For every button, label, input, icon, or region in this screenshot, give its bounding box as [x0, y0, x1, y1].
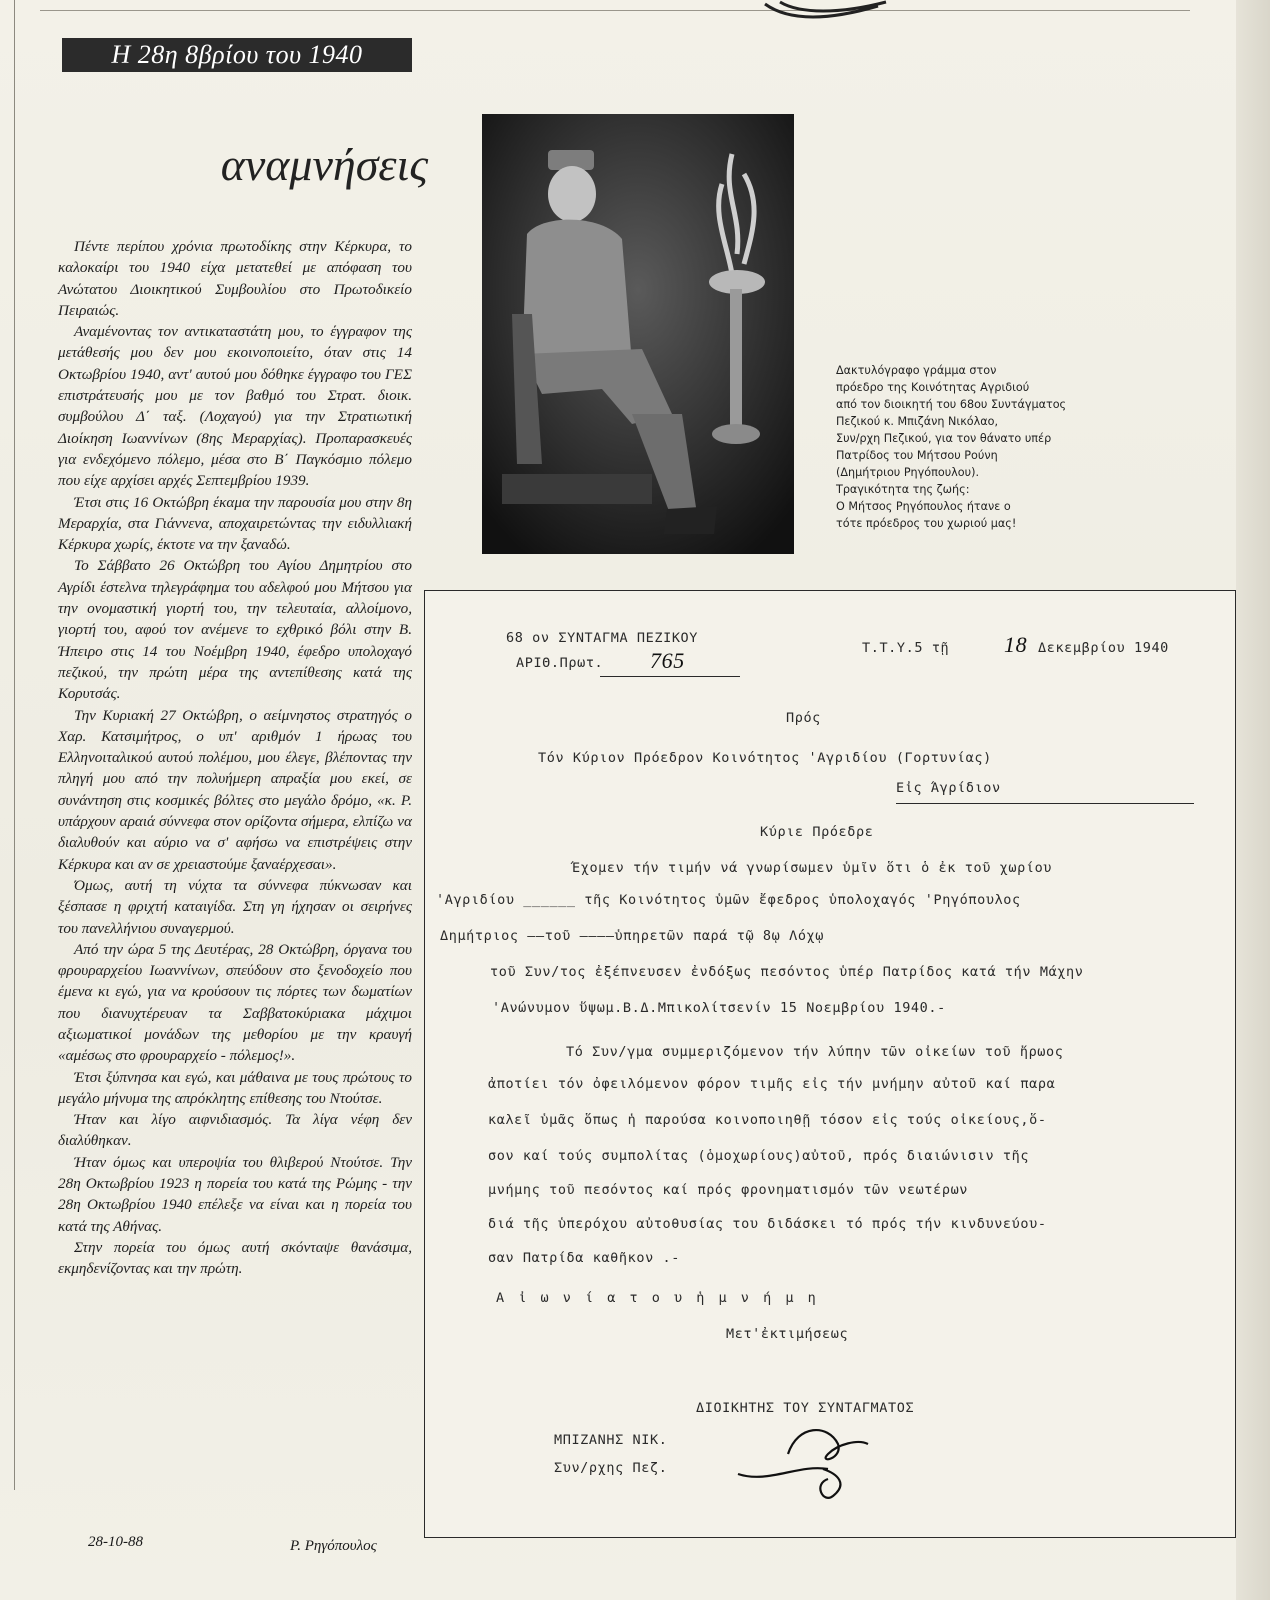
letter-date-day: 18: [1004, 632, 1028, 657]
caption-line: Τραγικότητα της ζωής:: [836, 483, 970, 496]
article-paragraph: Έτσι ξύπνησα και εγώ, και μάθαινα με τους πρώτους το μεγάλο μήνυμα της απρόκλητης επίθεσης του Ντούτσε.: [58, 1068, 412, 1107]
letter-place: Εἰς Άγρίδιον: [896, 780, 1001, 796]
letter-protocol-label: ΑΡΙΘ.Πρωτ.: [516, 655, 604, 671]
place-underline: [896, 803, 1194, 804]
caption-line: από τον διοικητή του 68ου Συντάγματος: [836, 398, 1067, 411]
letter-body-line: καλεῖ ὑμᾶς ὅπως ἡ παρούσα κοινοποιηθῇ τόσον εἰς τούς οἰκείους,ὅ-: [488, 1112, 1047, 1128]
article-paragraph: Πέντε περίπου χρόνια πρωτοδίκης στην Κέρκυρα, το καλοκαίρι του 1940 είχα μετατεθεί με απόφαση του Ανώτατου Διοικητικού Συμβουλίου στο Πρωτοδικείο Πειραιώς.: [58, 238, 412, 319]
letter-body-line: Έχομεν τήν τιμήν νά γνωρίσωμεν ὑμῖν ὅτι ὁ ἐκ τοῦ χωρίου: [572, 860, 1053, 876]
article-date: 28-10-88: [88, 1534, 143, 1550]
top-rule: [40, 10, 1190, 11]
caption-line: Συν/ρχη Πεζικού, για τον θάνατο υπέρ: [836, 432, 1052, 445]
letter-body-line: ἀποτίει τόν ὀφειλόμενον φόρον τιμῆς εἰς τήν μνήμην αὐτοῦ καί παρα: [488, 1076, 1056, 1092]
article-paragraph: Την Κυριακή 27 Οκτώβρη, ο αείμνηστος στρατηγός ο Χαρ. Κατσιμήτρος, ο υπ' αριθμόν 1 ήρωας του Ελληνοιταλικού αυτού πολέμου, μου έλεγε, βλέποντας την πληγή μου από την πολυήμερη απραξία μου εκεί, σε συνάντηση στις κοσμικές βόλτες στο μεγάλο δρόμο, «κ. Ρ. υπάρχουν αραιά σύννεφα στον ορίζοντα σήμερα, ελπίζω να διαλυθούν και αύριο να σ' αφήσω να επιστρέψεις στην Κέρκυρα και αν σε χρειαστούμε ξαναέρχεσαι».: [58, 706, 412, 873]
caption-line: πρόεδρο της Κοινότητας Αγριδιού: [836, 381, 1030, 394]
left-rule: [14, 0, 15, 1490]
letter-body-line: μνήμης τοῦ πεσόντος καί πρός φρονηματισμόν τῶν νεωτέρων: [488, 1182, 969, 1198]
caption-line: (Δημήτριου Ρηγόπουλου).: [836, 466, 980, 479]
caption-line: Ο Μήτσος Ρηγόπουλος ήτανε ο: [836, 500, 1011, 513]
letter-protocol-number: 765: [650, 648, 685, 673]
letter-signature-title: ΔΙΟΙΚΗΤΗΣ ΤΟΥ ΣΥΝΤΑΓΜΑΤΟΣ: [696, 1400, 915, 1416]
article-paragraph: Όμως, αυτή τη νύχτα τα σύννεφα πύκνωσαν και ξέσπασε η φριχτή καταιγίδα. Στη γη ήχησαν οι σειρήνες του πανελλήνιου συναγερμού.: [58, 876, 412, 937]
section-title-bar: Η 28η 8βρίου του 1940: [62, 38, 412, 72]
letter-regiment-header: 68 ον ΣΥΝΤΑΓΜΑ ΠΕΖΙΚΟΥ: [506, 630, 699, 646]
article-paragraph: Από την ώρα 5 της Δευτέρας, 28 Οκτώβρη, όργανα του φρουραρχείου Ιωαννίνων, σπεύδουν στο ξενοδοχείο που έμενα κι εγώ, για να κρούσουν τις πόρτες των δωματίων που διανυχτέρευαν τα Σαββατοκύριακα μάχιμοι αξιωματικοί μονάδων της μεθορίου με την κραυγή «αμέσως στο φρουραρχείο - πόλεμος!».: [58, 940, 412, 1065]
letter-pros: Πρός: [786, 710, 821, 726]
letter-closing-regards: Μετ'ἐκτιμήσεως: [726, 1326, 849, 1342]
article-paragraph: Το Σάββατο 26 Οκτώβρη του Αγίου Δημητρίου στο Αγρίδι έστελνα τηλεγράφημα του αδελφού μου Μήτσου για την ονομαστική γιορτή του, την τελευταία, αλλοίμονο, γιορτή του, αφού τον ανέμενε το εχθρικό βόλι στην Β. Ήπειρο στις 14 του Νοέμβρη 1940, έφεδρο υπολοχαγό πεζικού, την πρώτη μέρα της αντεπίθεσης κατά της Κορυτσάς.: [58, 557, 412, 703]
article-paragraph: Αναμένοντας τον αντικαταστάτη μου, το έγγραφον της μετάθεσής μου δεν μου εκοινοποιείτο, όταν στις 14 Οκτωβρίου 1940, αντ' αυτού μου δόθηκε έγγραφο του ΓΕΣ επιστράτευσής μου με τον βαθμό του Στρατ. διοικ. συμβούλου Δ΄ ταξ. (Λοχαγού) για την Στρατιωτική Διοίκηση Ιωαννίνων (8ης Μεραρχίας). Προπαρασκευές για ενδεχόμενο πόλεμο, μέσα στο Β΄ Παγκόσμιο πόλεμο που είχε αρχίσει αρχές Σεπτεμβρίου 1939.: [58, 323, 412, 490]
letter-body-line: Τό Συν/γμα συμμεριζόμενον τήν λύπην τῶν οἰκείων τοῦ ἥρωος: [566, 1044, 1064, 1060]
protocol-underline: [600, 676, 740, 677]
typewritten-letter: [424, 590, 1236, 1538]
caption-line: Πεζικού κ. Μπιζάνη Νικόλαο,: [836, 415, 999, 428]
article-author: Ρ. Ρηγόπουλος: [290, 1538, 377, 1554]
letter-date-suffix: Δεκεμβρίου 1940: [1038, 640, 1169, 656]
portrait-photo: [482, 114, 794, 554]
letter-date-prefix: Τ.Τ.Υ.5 τῇ: [862, 640, 950, 656]
letter-body-line: τοῦ Συν/τος ἐξέπνευσεν ἐνδόξως πεσόντος ὑπέρ Πατρίδος κατά τήν Μάχην: [490, 964, 1084, 980]
article-paragraph: Στην πορεία του όμως αυτή σκόνταψε θανάσιμα, εκμηδενίζοντας και την πρώτη.: [58, 1238, 412, 1278]
page-edge: [1236, 0, 1270, 1600]
letter-closing-memory: Α ἰ ω ν ί α τ ο υ ἡ μ ν ή μ η: [496, 1290, 819, 1306]
letter-body-line: διά τῆς ὑπερόχου αὐτοθυσίας του διδάσκει τό πρός τήν κινδυνεύου-: [488, 1216, 1047, 1232]
article-heading: αναμνήσεις: [220, 139, 428, 190]
caption-line: Πατρίδος του Μήτσου Ρούνη: [836, 449, 998, 462]
soldier-portrait-icon: [482, 114, 794, 554]
letter-signer-rank: Συν/ρχης Πεζ.: [554, 1460, 668, 1476]
signature-icon: [728, 1414, 878, 1504]
letter-body-line: 'Αγριδίου ______ τῆς Κοινότητος ὑμῶν ἔφεδρος ὑπολοχαγός 'Ρηγόπουλος: [436, 892, 1021, 908]
article-paragraph: Ήταν όμως και υπεροψία του θλιβερού Ντούτσε. Την 28η Οκτωβρίου 1923 η πορεία του κατά της Ρώμης - την 28η Οκτωβρίου 1940 επέλεξε να είναι και η πορεία του κατά της Αθήνας.: [58, 1153, 412, 1235]
letter-body-line: 'Ανώνυμον ὕψωμ.Β.Δ.Μπικολίτσενίν 15 Νοεμβρίου 1940.-: [492, 1000, 946, 1016]
letter-body-line: Δημήτριος ——τοῦ ————ὑπηρετῶν παρά τῷ 8ῳ Λόχῳ: [440, 928, 825, 944]
letter-signer-name: ΜΠΙΖΑΝΗΣ ΝΙΚ.: [554, 1432, 668, 1448]
letter-salutation: Κύριε Πρόεδρε: [760, 824, 874, 840]
letter-body-line: σαν Πατρίδα καθῆκον .-: [488, 1250, 681, 1266]
letter-body-line: σον καί τούς συμπολίτας (ὁμοχωρίους)αὐτοῦ, πρός διαιώνισιν τῆς: [488, 1148, 1030, 1164]
caption-line: Δακτυλόγραφο γράμμα στον: [836, 364, 997, 377]
article-body: [58, 236, 412, 1280]
article-paragraph: Ήταν και λίγο αιφνιδιασμός. Τα λίγα νέφη δεν διαλύθηκαν.: [58, 1111, 412, 1150]
masthead-swash-icon: [760, 0, 890, 22]
photo-caption: [836, 362, 1126, 532]
letter-addressee: Τόν Κύριον Πρόεδρον Κοινότητος 'Αγριδίου (Γορτυνίας): [538, 750, 992, 766]
article-paragraph: Έτσι στις 16 Οκτώβρη έκαμα την παρουσία μου στην 8η Μεραρχία, στα Γιάννενα, αποχαιρετώντας την ειδυλλιακή Κέρκυρα χωρίς, έκτοτε να την ξαναδώ.: [58, 493, 412, 554]
caption-line: τότε πρόεδρος του χωριού μας!: [836, 517, 1017, 530]
